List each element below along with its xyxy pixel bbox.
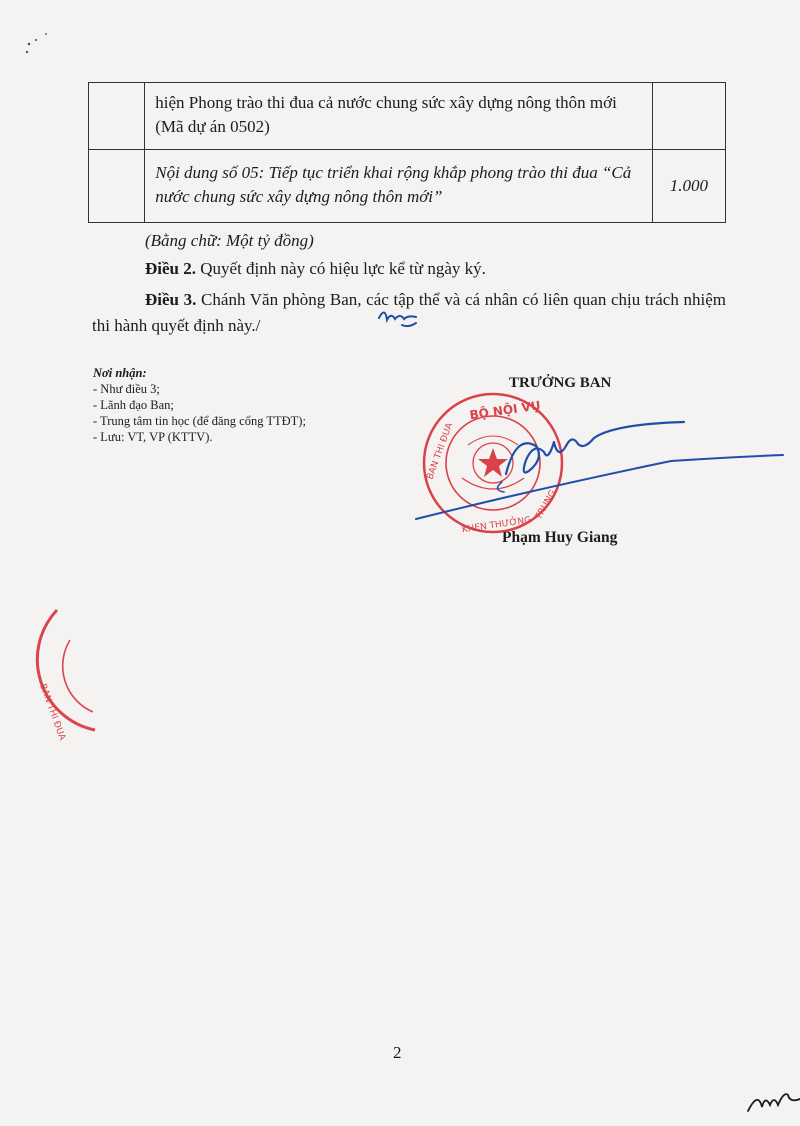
recipient-item: - Lãnh đạo Ban; bbox=[93, 398, 174, 412]
svg-text:KHEN THƯỞNG: KHEN THƯỞNG bbox=[461, 515, 532, 536]
corner-initial bbox=[748, 1094, 800, 1111]
table-cell-amount: 1.000 bbox=[652, 150, 725, 223]
svg-text:TRUNG: TRUNG bbox=[533, 488, 559, 522]
recipients-header: Nơi nhận: bbox=[93, 366, 147, 380]
recipient-item: - Lưu: VT, VP (KTTV). bbox=[93, 430, 213, 444]
table-cell-content: hiện Phong trào thi đua cả nước chung sức xây dựng nông thôn mới (Mã dự án 0502) bbox=[145, 83, 652, 150]
article-3-label: Điều 3. bbox=[145, 290, 197, 309]
article-2-text: Quyết định này có hiệu lực kể từ ngày ký. bbox=[196, 259, 486, 278]
article-2-label: Điều 2. bbox=[145, 259, 196, 278]
partial-seal bbox=[37, 610, 95, 743]
page-number: 2 bbox=[393, 1043, 402, 1062]
signer-title: TRƯỞNG BAN bbox=[509, 375, 612, 391]
recipient-item: - Trung tâm tin học (để đăng cổng TTĐT); bbox=[93, 414, 306, 428]
signer-name: Phạm Huy Giang bbox=[502, 529, 618, 546]
article-3-text: Chánh Văn phòng Ban, các tập thể và cá nhân có liên quan chịu trách nhiệm thi hành quyết định này./ bbox=[92, 290, 726, 335]
amount-in-words: (Bằng chữ: Một tỷ đồng) bbox=[145, 231, 314, 250]
svg-text:BAN THI ĐUA: BAN THI ĐUA bbox=[425, 421, 456, 482]
recipient-item: - Như điều 3; bbox=[93, 382, 160, 396]
table-cell-content: Nội dung số 05: Tiếp tục triển khai rộng khắp phong trào thi đua “Cả nước chung sức xây dựng nông thôn mới” bbox=[145, 150, 652, 223]
svg-text:BAN THI ĐUA: BAN THI ĐUA bbox=[37, 682, 67, 742]
official-seal bbox=[424, 394, 562, 535]
scan-specks bbox=[26, 33, 47, 53]
svg-text:BỘ NỘI VỤ: BỘ NỘI VỤ bbox=[468, 398, 542, 423]
initial-mark bbox=[379, 312, 416, 326]
